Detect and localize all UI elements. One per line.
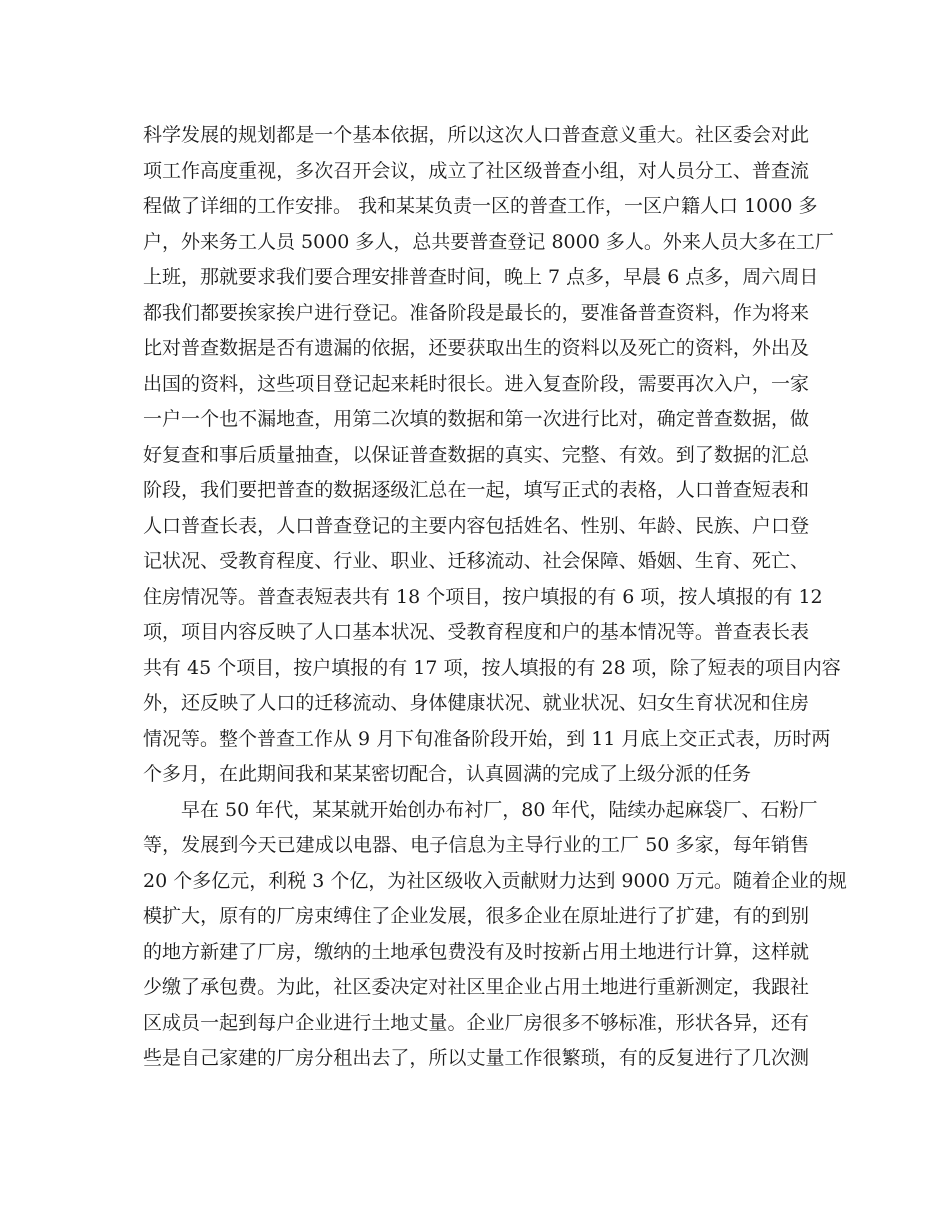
text-line: 区成员一起到每户企业进行土地丈量。企业厂房很多不够标准，形状各异，还有 [143,1011,809,1034]
text-line: 科学发展的规划都是一个基本依据，所以这次人口普查意义重大。社区委会对此 [143,124,809,146]
text-line: 个多月，在此期间我和某某密切配合，认真圆满的完成了上级分派的任务 [143,763,752,785]
text-line: 比对普查数据是否有遗漏的依据，还要获取出生的资料以及死亡的资料，外出及 [143,337,809,359]
text-line: 一户一个也不漏地查，用第二次填的数据和第一次进行比对，确定普查数据，做 [143,408,809,430]
paragraph-census [143,118,841,793]
text-line: 些是自己家建的厂房分租出去了，所以丈量工作很繁琐，有的反复进行了几次测 [143,1047,809,1069]
text-line: 住房情况等。普查表短表共有 18 个项目，按户填报的有 6 项，按人填报的有 12 [143,585,823,608]
text-line: 项，项目内容反映了人口基本状况、受教育程度和户的基本情况等。普查表长表 [143,621,809,643]
text-line: 的地方新建了厂房，缴纳的土地承包费没有及时按新占用土地进行计算，这样就 [143,940,809,963]
text-line: 模扩大，原有的厂房束缚住了企业发展，很多企业在原址进行了扩建，有的到别 [143,905,809,927]
text-line: 都我们都要挨家挨户进行登记。准备阶段是最长的，要准备普查资料，作为将来 [143,301,809,324]
text-line: 记状况、受教育程度、行业、职业、迁移流动、社会保障、婚姻、生育、死亡、 [143,550,809,572]
document-body [143,118,847,1077]
text-line: 少缴了承包费。为此，社区委决定对社区里企业占用土地进行重新测定，我跟社 [143,976,809,998]
text-line: 早在 50 年代，某某就开始创办布衬厂，80 年代，陆续办起麻袋厂、石粉厂 [181,798,818,821]
text-line: 20 个多亿元，利税 3 个亿，为社区级收入贡献财力达到 9000 万元。随着企业的规 [143,869,847,892]
paragraph-land-survey [143,793,847,1077]
text-line: 情况等。整个普查工作从 9 月下旬准备阶段开始，到 11 月底上交正式表，历时两 [143,727,831,750]
text-line: 好复查和事后质量抽查，以保证普查数据的真实、完整、有效。到了数据的汇总 [143,443,809,466]
text-line: 上班，那就要求我们要合理安排普查时间，晚上 7 点多，早晨 6 点多，周六周日 [143,266,819,288]
text-line: 程做了详细的工作安排。 我和某某负责一区的普查工作，一区户籍人口 1000 多 [143,195,818,217]
text-line: 项工作高度重视，多次召开会议，成立了社区级普查小组，对人员分工、普查流 [143,159,809,182]
text-line: 户，外来务工人员 5000 多人，总共要普查登记 8000 多人。外来人员大多在工厂 [143,230,834,253]
text-line: 出国的资料，这些项目登记起来耗时很长。进入复查阶段，需要再次入户，一家 [143,372,809,395]
text-line: 共有 45 个项目，按户填报的有 17 项，按人填报的有 28 项，除了短表的项目内容 [143,656,841,679]
text-line: 人口普查长表，人口普查登记的主要内容包括姓名、性别、年龄、民族、户口登 [143,514,809,537]
text-line: 阶段，我们要把普查的数据逐级汇总在一起，填写正式的表格，人口普查短表和 [143,479,809,501]
text-line: 外，还反映了人口的迁移流动、身体健康状况、就业状况、妇女生育状况和住房 [143,692,809,714]
text-line: 等，发展到今天已建成以电器、电子信息为主导行业的工厂 50 多家，每年销售 [143,834,809,856]
